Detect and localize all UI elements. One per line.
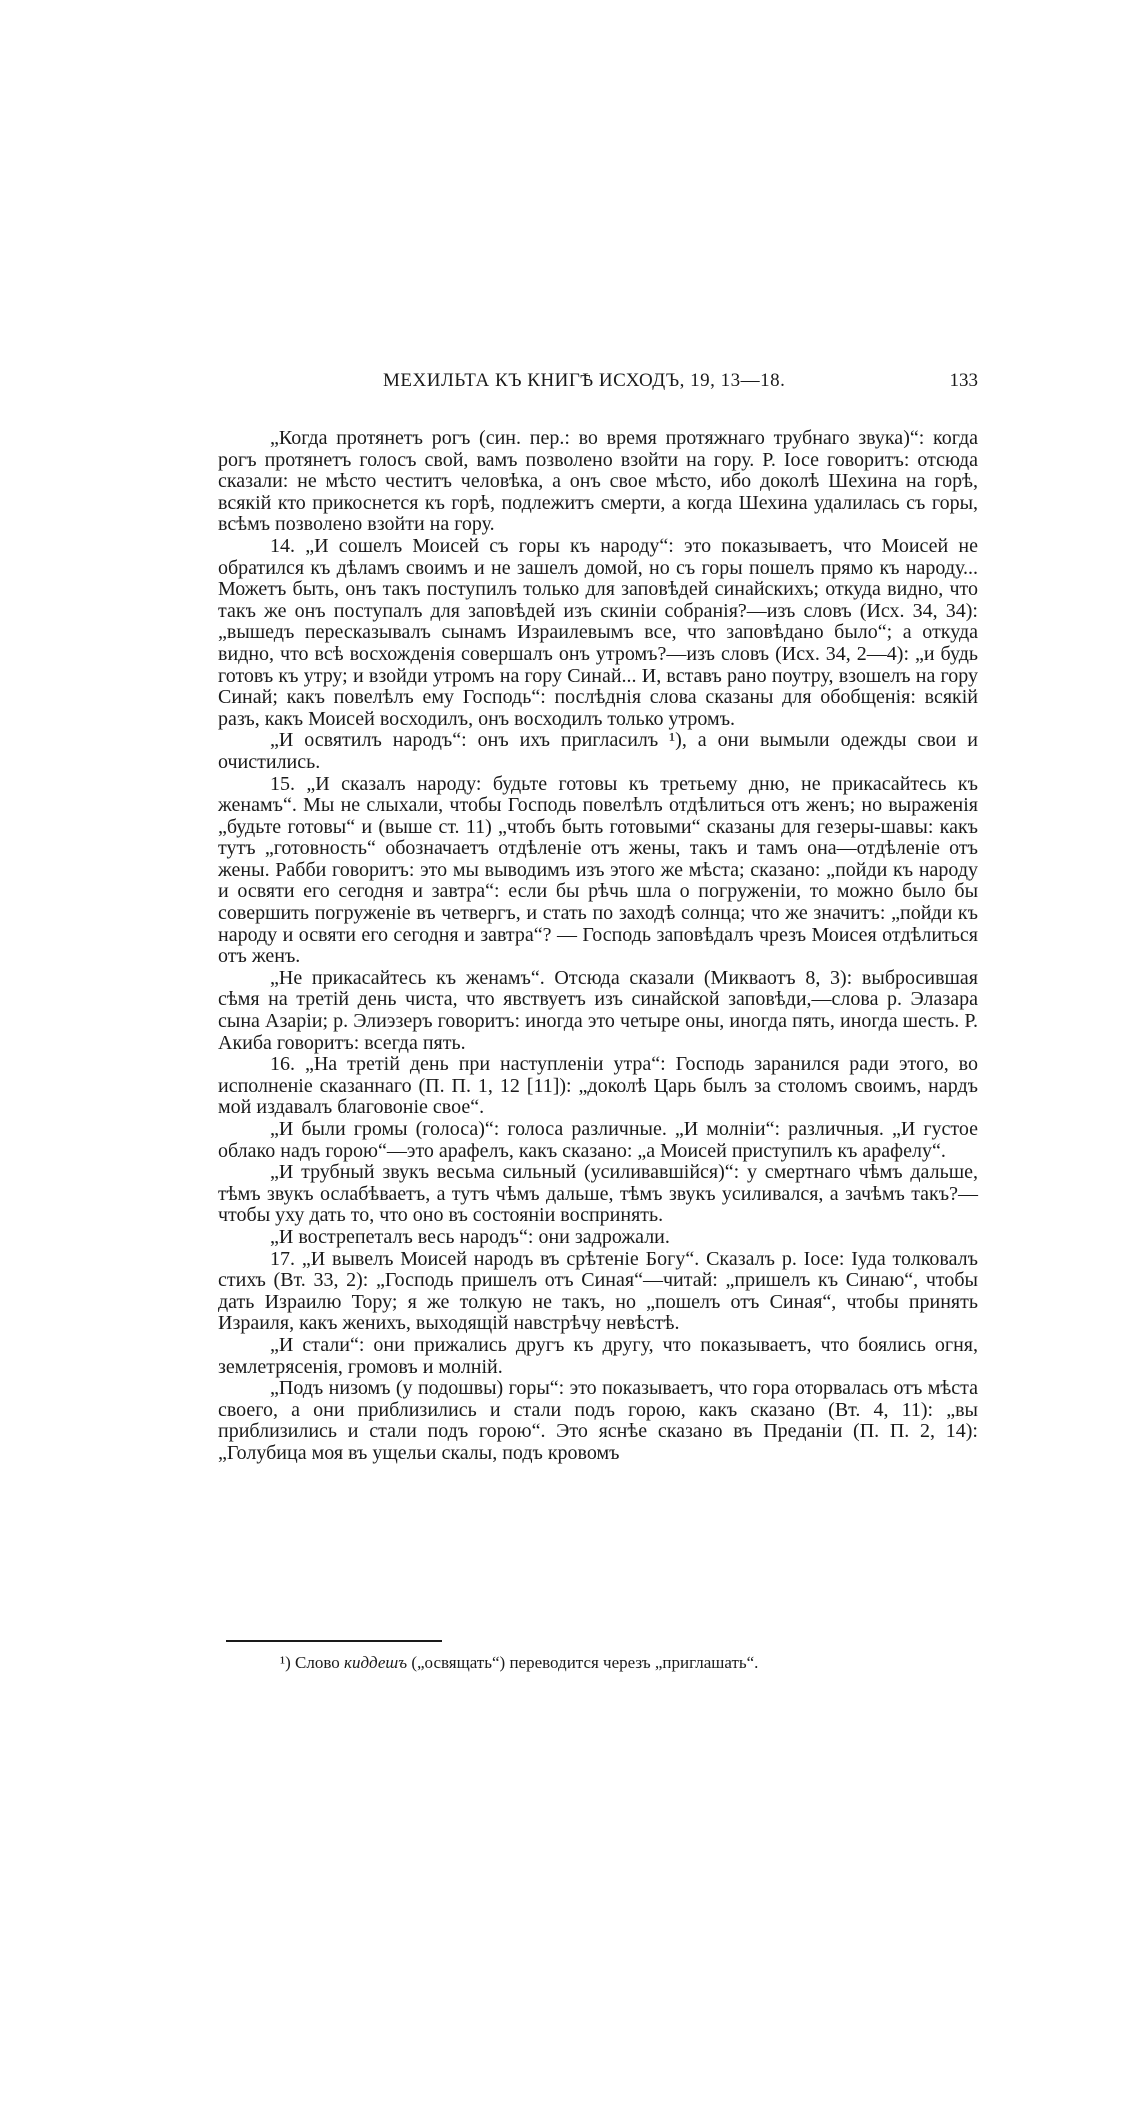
footnote-text-before: Слово [295, 1653, 340, 1672]
paragraph: „И стали“: они прижались другъ къ другу, что показываетъ, что боялись огня, землетрясенія, громовъ и молній. [218, 1333, 978, 1378]
footnote-marker: ¹) [280, 1653, 291, 1672]
footnote-term: киддешъ [344, 1653, 408, 1672]
paragraph: „И освятилъ народъ“: онъ ихъ пригласилъ ¹), а они вымыли одежды свои и очистились. [218, 729, 978, 773]
paragraph: „Не прикасайтесь къ женамъ“. Отсюда сказали (Микваотъ 8, 3): выбросившая сѣмя на третій день чиста, что явствуетъ изъ синайской заповѣди,—слова р. Элазара сына Азаріи; р. Элиэзеръ говоритъ: иногда это четыре оны, иногда пять, иногда шесть. Р. Акиба говоритъ: всегда пять. [218, 966, 978, 1054]
footnote-divider [226, 1640, 442, 1642]
paragraph: „И были громы (голоса)“: голоса различные. „И молніи“: различныя. „И густое облако надъ горою“—это арафелъ, какъ сказано: „а Моисей приступилъ къ арафелу“. [218, 1118, 978, 1162]
footnote [280, 1652, 940, 1674]
main-text [218, 428, 978, 1465]
paragraph: 14. „И сошелъ Моисей съ горы къ народу“: это показываетъ, что Моисей не обратился къ дѣламъ своимъ и не зашелъ домой, но съ горы пошелъ прямо къ народу... Можетъ быть, онъ такъ поступилъ только для заповѣдей синайскихъ; откуда видно, что такъ же онъ поступалъ для заповѣдей изъ скиніи собранія?—изъ словъ (Исх. 34, 34): „вышедъ пересказывалъ сынамъ Израилевымъ все, что заповѣдано было“; а откуда видно, что всѣ восхожденія совершалъ онъ утромъ?—изъ словъ (Исх. 34, 2—4): „и будь готовъ къ утру; и взойди утромъ на гору Синай... И, вставъ рано поутру, взошелъ на гору Синай; какъ повелѣлъ ему Господь“: послѣднія слова сказаны для обобщенія: всякій разъ, какъ Моисей восходилъ, онъ восходилъ только утромъ. [218, 534, 978, 730]
paragraph: 16. „На третій день при наступленіи утра“: Господь заранился ради этого, во исполненіе сказаннаго (П. П. 1, 12 [11]): „доколѣ Царь былъ за столомъ своимъ, нардъ мой издавалъ благовоніе свое“. [218, 1053, 978, 1119]
page-header [218, 370, 978, 400]
paragraph: „Подъ низомъ (у подошвы) горы“: это показываетъ, что гора оторвалась отъ мѣста своего, а они приблизились и стали подъ горою, какъ сказано (Вт. 4, 11): „вы приблизились и стали подъ горою“. Это яснѣе сказано въ Преданіи (П. П. 2, 14): „Голубица моя въ ущельи скалы, подъ кровомъ [218, 1377, 978, 1464]
paragraph: 17. „И вывелъ Моисей народъ въ срѣтеніе Богу“. Сказалъ р. Iосе: Iуда толковалъ стихъ (Вт. 33, 2): „Господь пришелъ отъ Синая“—читай: „пришелъ къ Синаю“, чтобы дать Израилю Тору; я же толкую не такъ, но „пошелъ отъ Синая“, чтобы принять Израиля, какъ женихъ, выходящій навстрѣчу невѣстѣ. [218, 1247, 978, 1335]
page-number: 133 [949, 370, 978, 391]
paragraph: „И вострепеталъ весь народъ“: они задрожали. [270, 1225, 670, 1248]
running-head: МЕХИЛЬТА КЪ КНИГѢ ИСХОДЪ, 19, 13—18. [383, 370, 786, 391]
footnote-text-after: („освящать“) переводится черезъ „приглашать“. [411, 1653, 759, 1672]
paragraph: „Когда протянетъ рогъ (син. пер.: во время протяжнаго трубнаго звука)“: когда рогъ протянетъ голосъ свой, вамъ позволено взойти на гору. Р. Iосе говоритъ: отсюда сказали: не мѣсто честитъ человѣка, а онъ свое мѣсто, ибо доколѣ Шехина на горѣ, всякій кто прикоснется къ горѣ, подлежитъ смерти, а когда Шехина удалилась съ горы, всѣмъ позволено взойти на гору. [218, 427, 978, 536]
paragraph: 15. „И сказалъ народу: будьте готовы къ третьему дню, не прикасайтесь къ женамъ“. Мы не слыхали, чтобы Господь повелѣлъ отдѣлиться отъ женъ; но выраженія „будьте готовы“ и (выше ст. 11) „чтобъ быть готовыми“ сказаны для гезеры-шавы: какъ тутъ „готовность“ обозначаетъ отдѣленіе отъ жены, такъ и тамъ она—отдѣленіе отъ жены. Рабби говоритъ: это мы выводимъ изъ этого же мѣста; сказано: „пойди къ народу и освяти его сегодня и завтра“: если бы рѣчь шла о погруженіи, то можно было бы совершить погруженіе въ четвергъ, и стать по заходѣ солнца; что же значитъ: „пойди къ народу и освяти его сегодня и завтра“? — Господь заповѣдалъ чрезъ Моисея отдѣлиться отъ женъ. [218, 772, 978, 968]
paragraph: „И трубный звукъ весьма сильный (усиливавшійся)“: у смертнаго чѣмъ дальше, тѣмъ звукъ ослабѣваетъ, а тутъ чѣмъ дальше, тѣмъ звукъ усиливался, а зачѣмъ такъ?—чтобы уху дать то, что оно въ состояніи воспринять. [218, 1161, 978, 1227]
